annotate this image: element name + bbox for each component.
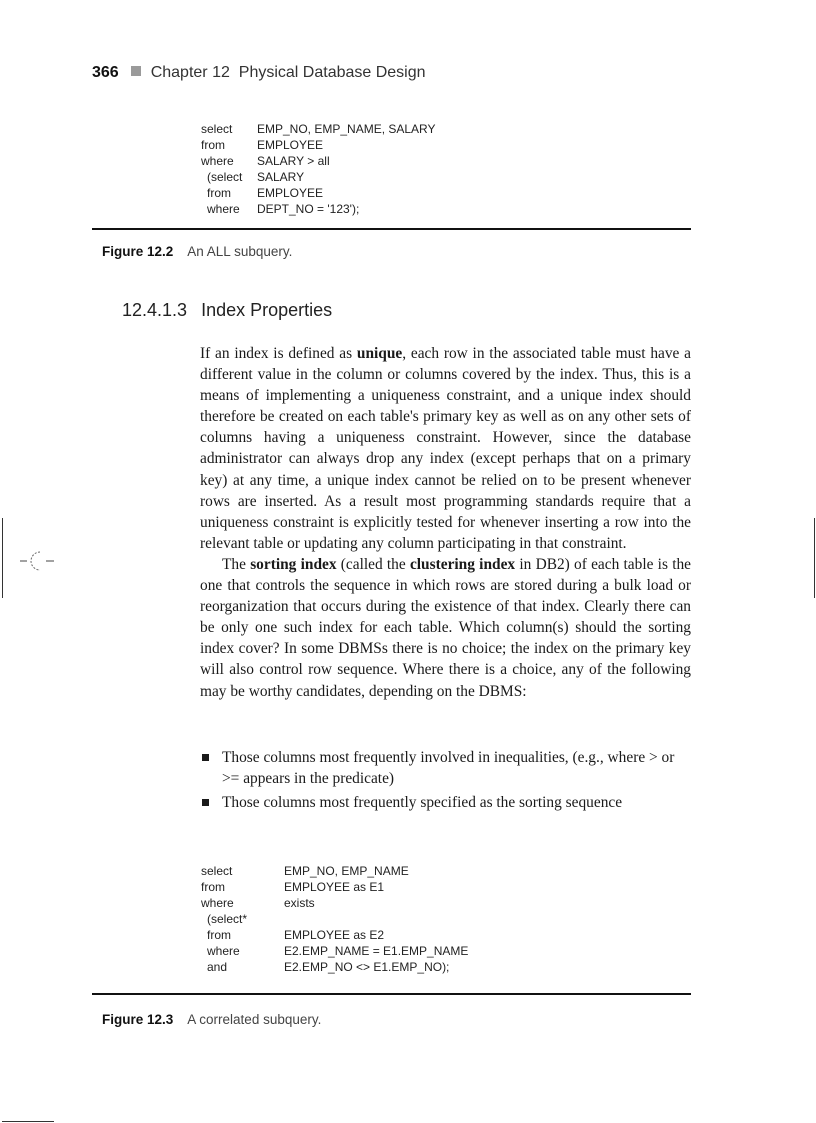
text-run: , each row in the associated table must have a different value in the column or columns covered by the index. Thus, this is a means of implementing a uniqueness constraint, and a unique index should therefore be created on each table's primary key as well as on any other sets of columns having a uniqueness constraint. However, since the database administrator can always drop any index (except perhaps that on a primary key) at any time, a unique index cannot be relied on to be present whenever rows are inserted. As a result most programming standards require that a uniqueness constraint is explicitly tested for whenever inserting a row into the relevant table or updating any column participating in that constraint. xyxy=(200,345,691,552)
section-title: Index Properties xyxy=(201,300,333,320)
code-text: EMP_NO, EMP_NAME, SALARY xyxy=(257,122,436,136)
list-item-text: Those columns most frequently involved in inequalities, (e.g., where > or >= appears in the predicate) xyxy=(222,749,675,788)
bullet-icon xyxy=(202,754,209,761)
figure-label: Figure 12.2 xyxy=(102,244,174,259)
code-text: EMPLOYEE as E2 xyxy=(284,928,385,942)
code-text: SALARY > all xyxy=(257,154,330,168)
paragraph xyxy=(200,343,691,554)
code-line xyxy=(201,121,436,137)
code-text: EMP_NO, EMP_NAME xyxy=(284,864,409,878)
figure-caption-text: An ALL subquery. xyxy=(187,244,293,259)
right-margin-line xyxy=(814,518,815,598)
code-keyword: select xyxy=(201,864,233,878)
text-run: If an index is defined as xyxy=(200,345,357,362)
list-item xyxy=(200,747,691,789)
paragraph xyxy=(200,554,691,702)
code-keyword: where xyxy=(201,896,234,910)
code-text: EMPLOYEE xyxy=(257,186,324,200)
code-line xyxy=(201,137,436,153)
list-item-text: Those columns most frequently specified as the sorting sequence xyxy=(222,794,623,812)
figure-12-2-code xyxy=(201,121,436,217)
section-number: 12.4.1.3 xyxy=(122,300,188,320)
code-line xyxy=(201,959,468,975)
figure-12-2-caption xyxy=(102,244,292,259)
code-line xyxy=(201,927,468,943)
figure-12-3-code xyxy=(201,863,468,975)
registration-mark-icon xyxy=(18,548,58,576)
text-run: in DB2) of each table is the one that controls the sequence in which rows are stored during a bulk load or reorganization that occurs during the existence of that index. Clearly there can be only one such index for each table. Which column(s) should the sorting index cover? In some DBMSs there is no choice; the index on the primary key will also control row sequence. Where there is a choice, any of the following may be worthy candidates, depending on the DBMS: xyxy=(200,555,692,700)
code-line xyxy=(201,911,468,927)
running-head xyxy=(92,64,426,82)
code-line xyxy=(201,201,436,217)
code-keyword: (select xyxy=(207,170,243,184)
code-keyword: select xyxy=(201,122,233,136)
code-keyword: where xyxy=(207,944,240,958)
square-icon xyxy=(131,66,141,76)
code-keyword: (select* xyxy=(207,912,248,926)
code-keyword: and xyxy=(207,960,228,974)
code-keyword: from xyxy=(201,880,225,894)
code-line xyxy=(201,879,468,895)
code-keyword: from xyxy=(207,186,231,200)
code-text: exists xyxy=(284,896,315,910)
crop-mark xyxy=(2,1121,54,1122)
code-text: E2.EMP_NO <> E1.EMP_NO); xyxy=(284,960,450,974)
chapter-label: Chapter 12 xyxy=(150,64,230,81)
code-line xyxy=(201,943,468,959)
code-text: E2.EMP_NAME = E1.EMP_NAME xyxy=(284,944,469,958)
code-text: EMPLOYEE xyxy=(257,138,324,152)
page-number: 366 xyxy=(92,64,119,81)
bold-term: clustering index xyxy=(409,555,516,573)
text-run: The xyxy=(222,555,251,573)
code-text: SALARY xyxy=(257,170,305,184)
figure-12-3-rule xyxy=(92,993,691,995)
figure-label: Figure 12.3 xyxy=(102,1012,174,1027)
code-text: EMPLOYEE as E1 xyxy=(284,880,385,894)
code-line xyxy=(201,185,436,201)
bold-term: sorting index xyxy=(250,555,337,573)
code-keyword: from xyxy=(201,138,225,152)
code-keyword: from xyxy=(207,928,231,942)
figure-12-2-rule xyxy=(92,228,691,230)
bullet-icon xyxy=(202,799,209,806)
bullet-list xyxy=(200,747,691,816)
code-line xyxy=(201,153,436,169)
code-line xyxy=(201,169,436,185)
code-line xyxy=(201,895,468,911)
code-keyword: where xyxy=(201,154,234,168)
list-item xyxy=(200,792,691,813)
chapter-title: Physical Database Design xyxy=(238,64,426,81)
figure-12-3-caption xyxy=(102,1012,321,1027)
code-text: DEPT_NO = '123'); xyxy=(257,202,360,216)
text-run: (called the xyxy=(336,555,410,573)
left-margin-line xyxy=(2,518,3,598)
bold-term: unique xyxy=(356,345,403,362)
code-line xyxy=(201,863,468,879)
body-text xyxy=(200,343,691,702)
figure-caption-text: A correlated subquery. xyxy=(187,1012,322,1027)
code-keyword: where xyxy=(207,202,240,216)
section-heading xyxy=(122,300,332,321)
